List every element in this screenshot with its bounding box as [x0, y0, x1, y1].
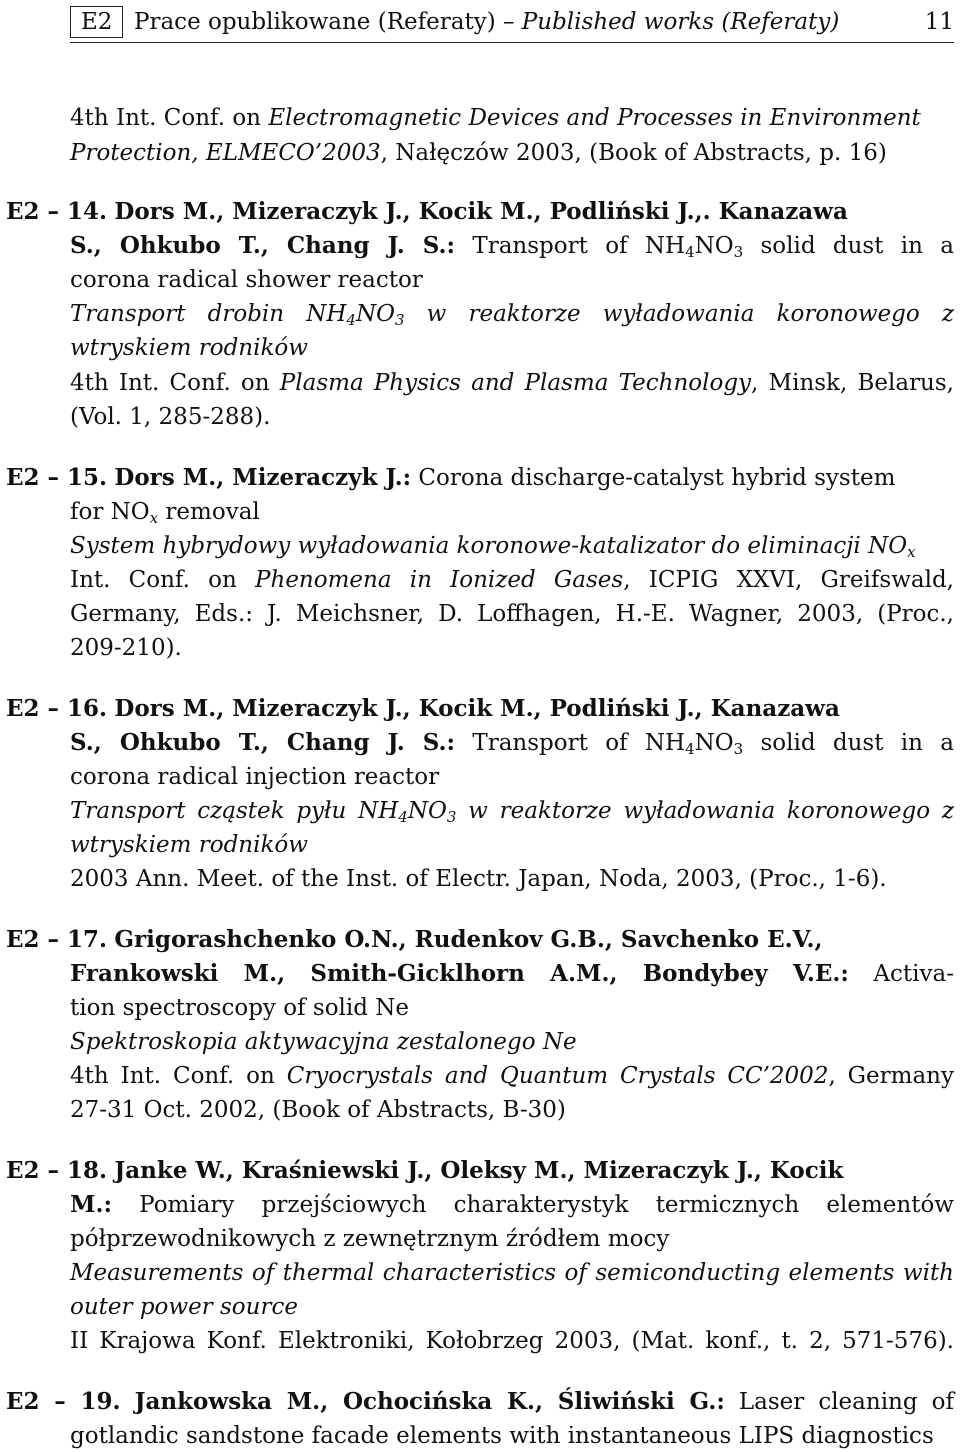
entry-17-venue-line-1: 4th Int. Conf. on Cryocrystals and Quantum Crystals CC’2002, Germany — [70, 1063, 954, 1089]
entry-14-venue-line-2: (Vol. 1, 285-288). — [70, 404, 271, 430]
entry-15-venue-line-3: 209-210). — [70, 635, 182, 661]
entry-17-title-line: tion spectroscopy of solid Ne — [70, 995, 410, 1021]
entry-19-authors-line: E2 – 19. Jankowska M., Ochocińska K., Śliwiński G.: Laser cleaning of — [6, 1388, 954, 1415]
continued-venue-line-2: Protection, ELMECO’2003, Nałęczów 2003, (Book of Abstracts, p. 16) — [70, 140, 887, 166]
section-label: E2 — [70, 6, 123, 38]
entry-16-title-line: corona radical injection reactor — [70, 764, 440, 790]
entry-16-authors-line-2: S., Ohkubo T., Chang J. S.: Transport of $NH_4NO_3$ solid dust in a — [70, 729, 954, 758]
entry-18-venue-line: II Krajowa Konf. Elektroniki, Kołobrzeg 2003, (Mat. konf., t. 2, 571-576). — [70, 1328, 954, 1354]
continued-venue-line-1: 4th Int. Conf. on Electromagnetic Devices and Processes in Environment — [70, 105, 921, 131]
entry-17-polish-title-line: Spektroskopia aktywacyjna zestalonego Ne — [70, 1029, 577, 1055]
entry-14-authors-line-2: S., Ohkubo T., Chang J. S.: Transport of $NH_4NO_3$ solid dust in a — [70, 232, 954, 261]
entry-15-venue-line-2: Germany, Eds.: J. Meichsner, D. Loffhagen, H.-E. Wagner, 2003, (Proc., — [70, 601, 954, 627]
entry-17-authors-line-1: E2 – 17. Grigorashchenko O.N., Rudenkov G.B., Savchenko E.V., — [6, 926, 823, 953]
entry-15-authors-line: E2 – 15. Dors M., Mizeraczyk J.: Corona discharge-catalyst hybrid system — [6, 464, 896, 491]
running-header — [70, 4, 954, 43]
entry-18-english-title-line-2: outer power source — [70, 1294, 298, 1320]
entry-15-polish-title-line: System hybrydowy wyładowania koronowe-katalizator do eliminacji $NO_x$ — [70, 533, 916, 561]
entry-14-polish-title-line-2: wtryskiem rodników — [70, 335, 308, 361]
entry-16-polish-title-line-1: Transport cząstek pyłu $NH_4NO_3$ w reaktorze wyładowania koronowego z — [70, 798, 954, 826]
entry-15-title-line: for $NO_x$ removal — [70, 499, 260, 527]
entry-14-authors-line-1: E2 – 14. Dors M., Mizeraczyk J., Kocik M., Podliński J.,. Kanazawa — [6, 198, 848, 225]
page-number: 11 — [924, 9, 954, 35]
entry-18-english-title-line-1: Measurements of thermal characteristics of semiconducting elements with — [70, 1260, 954, 1286]
entry-17-authors-line-2: Frankowski M., Smith-Gicklhorn A.M., Bondybey V.E.: Activa- — [70, 960, 954, 987]
entry-18-title-line: półprzewodnikowych z zewnętrznym źródłem mocy — [70, 1226, 670, 1252]
entry-18-authors-line-1: E2 – 18. Janke W., Kraśniewski J., Oleksy M., Mizeraczyk J., Kocik — [6, 1157, 844, 1184]
header-title: Prace opublikowane (Referaty) – Published works (Referaty) — [134, 9, 840, 35]
entry-14-polish-title-line-1: Transport drobin $NH_4NO_3$ w reaktorze wyładowania koronowego z — [70, 301, 954, 329]
entry-17-venue-line-2: 27-31 Oct. 2002, (Book of Abstracts, B-30) — [70, 1097, 566, 1123]
entry-16-polish-title-line-2: wtryskiem rodników — [70, 832, 308, 858]
entry-16-venue-line: 2003 Ann. Meet. of the Inst. of Electr. Japan, Noda, 2003, (Proc., 1-6). — [70, 866, 887, 892]
entry-16-authors-line-1: E2 – 16. Dors M., Mizeraczyk J., Kocik M., Podliński J., Kanazawa — [6, 695, 840, 722]
entry-15-venue-line-1: Int. Conf. on Phenomena in Ionized Gases, ICPIG XXVI, Greifswald, — [70, 567, 954, 593]
entry-14-venue-line-1: 4th Int. Conf. on Plasma Physics and Plasma Technology, Minsk, Belarus, — [70, 370, 954, 396]
entry-19-title-line: gotlandic sandstone facade elements with instantaneous LIPS diagnostics — [70, 1423, 934, 1449]
entry-18-authors-line-2: M.: Pomiary przejściowych charakterystyk termicznych elementów — [70, 1191, 954, 1218]
entry-14-title-line: corona radical shower reactor — [70, 267, 423, 293]
